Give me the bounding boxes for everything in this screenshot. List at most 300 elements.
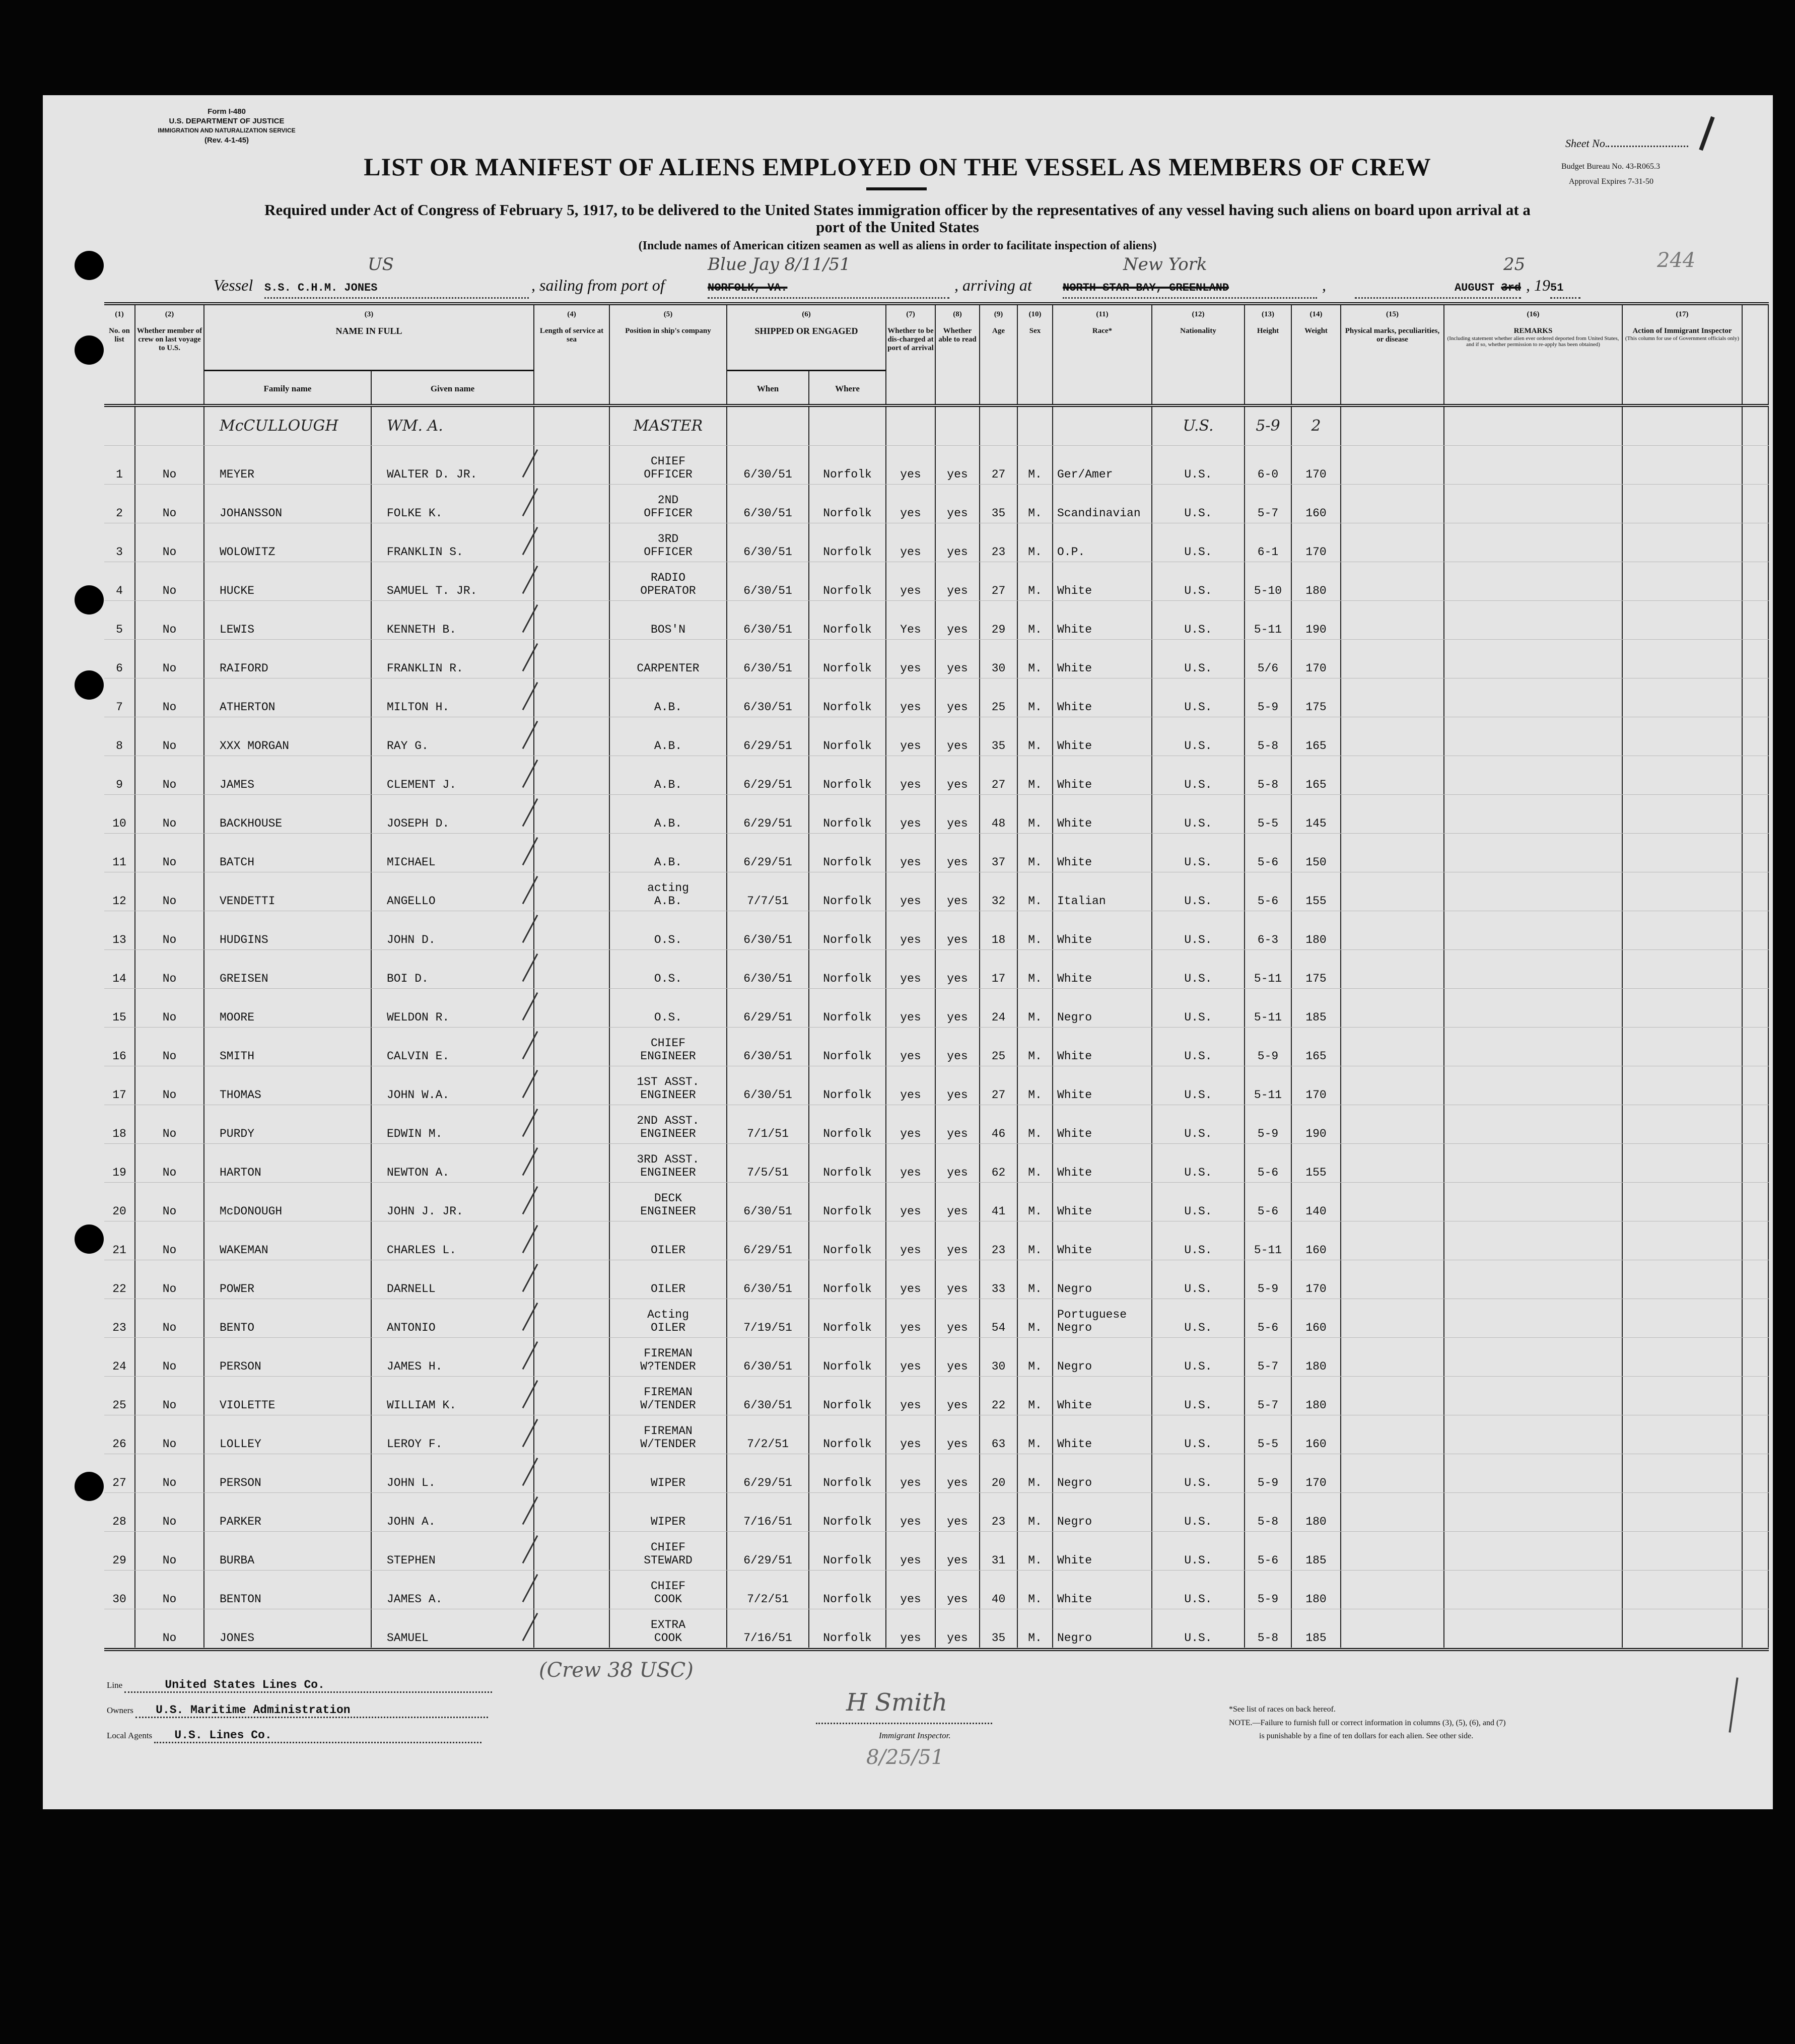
cell-given xyxy=(372,1105,534,1143)
column-label: No. on list xyxy=(109,327,130,344)
given-value: WILLIAM K. xyxy=(387,1399,457,1412)
position-line: Acting xyxy=(647,1308,689,1321)
where-value: Norfolk xyxy=(823,1631,872,1645)
cell-read xyxy=(936,717,980,756)
position-line: OPERATOR xyxy=(640,584,696,597)
cell-height xyxy=(1245,523,1292,562)
cell-remarks xyxy=(1444,795,1623,833)
cell-no xyxy=(104,562,135,600)
cell-race xyxy=(1053,1221,1152,1260)
cell-nationality xyxy=(1152,1299,1245,1337)
requirement-line: port of the United States xyxy=(816,218,979,236)
cell-sex xyxy=(1018,1454,1053,1492)
cell-remarks xyxy=(1444,407,1623,445)
nationality-value: U.S. xyxy=(1184,584,1212,597)
cell-where xyxy=(809,1028,886,1066)
cell-remarks xyxy=(1444,1532,1623,1570)
read-value: yes xyxy=(947,507,968,520)
when-value: 6/30/51 xyxy=(743,507,792,520)
weight-value: 170 xyxy=(1305,546,1327,559)
cell-action xyxy=(1623,989,1743,1027)
cell-race xyxy=(1053,407,1152,445)
cell-length xyxy=(534,950,610,988)
where-value: Norfolk xyxy=(823,1438,872,1451)
height-value: 5-6 xyxy=(1257,1166,1279,1179)
margin-column xyxy=(1743,305,1769,404)
cell-extra xyxy=(1743,950,1769,988)
crew-value: No xyxy=(162,778,177,791)
crew-value: No xyxy=(162,546,177,559)
weight-value: 160 xyxy=(1305,507,1327,520)
column-label: Sex xyxy=(1029,327,1041,335)
column-subheader: Family name xyxy=(204,370,372,404)
nationality-value: U.S. xyxy=(1184,1631,1212,1645)
cell-action xyxy=(1623,1493,1743,1531)
cell-extra xyxy=(1743,1183,1769,1221)
cell-nationality xyxy=(1152,678,1245,717)
race-line: White xyxy=(1057,1244,1092,1257)
cell-sex xyxy=(1018,1299,1053,1337)
when-value: 6/29/51 xyxy=(743,1554,792,1567)
no-value: 7 xyxy=(116,701,123,714)
cell-action xyxy=(1623,795,1743,833)
cell-race xyxy=(1053,446,1152,484)
cell-weight xyxy=(1292,1183,1341,1221)
age-value: 23 xyxy=(991,1515,1006,1528)
cell-action xyxy=(1623,1338,1743,1376)
read-value: yes xyxy=(947,778,968,791)
cell-discharged xyxy=(886,1183,936,1221)
crew-value: No xyxy=(162,1282,177,1296)
cell-discharged xyxy=(886,756,936,794)
nationality-value: U.S. xyxy=(1184,1050,1212,1063)
cell-where xyxy=(809,1454,886,1492)
cell-when xyxy=(727,1299,809,1337)
cell-sex xyxy=(1018,485,1053,523)
family-value: WAKEMAN xyxy=(220,1244,268,1257)
table-row xyxy=(104,1299,1769,1338)
cell-height xyxy=(1245,756,1292,794)
cell-extra xyxy=(1743,1338,1769,1376)
line-label: Line xyxy=(107,1680,123,1690)
family-value: POWER xyxy=(220,1282,255,1296)
cell-where xyxy=(809,1415,886,1454)
where-value: Norfolk xyxy=(823,662,872,675)
column-header xyxy=(980,305,1018,404)
given-value: CHARLES L. xyxy=(387,1244,457,1257)
cell-race xyxy=(1053,1571,1152,1609)
cell-family xyxy=(204,601,372,639)
sex-value: M. xyxy=(1028,1631,1042,1645)
cell-no xyxy=(104,523,135,562)
cell-action xyxy=(1623,717,1743,756)
table-row xyxy=(104,562,1769,601)
cell-weight xyxy=(1292,1609,1341,1648)
cell-position xyxy=(610,1454,727,1492)
cell-marks xyxy=(1341,717,1444,756)
table-row xyxy=(104,717,1769,756)
cell-remarks xyxy=(1444,562,1623,600)
read-value: yes xyxy=(947,1593,968,1606)
cell-height xyxy=(1245,1571,1292,1609)
no-value: 1 xyxy=(116,468,123,481)
cell-weight xyxy=(1292,407,1341,445)
sailing-label: , sailing from port of xyxy=(531,276,665,294)
discharged-value: yes xyxy=(900,778,921,791)
cell-action xyxy=(1623,1571,1743,1609)
given-value: JOSEPH D. xyxy=(387,817,450,830)
sheet-label: Sheet No. xyxy=(1565,137,1608,150)
position-line: A.B. xyxy=(654,778,682,791)
table-row xyxy=(104,1377,1769,1415)
cell-given xyxy=(372,717,534,756)
cell-marks xyxy=(1341,1299,1444,1337)
cell-when xyxy=(727,1338,809,1376)
cell-length xyxy=(534,872,610,911)
when-value: 7/1/51 xyxy=(747,1127,789,1140)
cell-race xyxy=(1053,678,1152,717)
crew-value: No xyxy=(162,817,177,830)
cell-remarks xyxy=(1444,678,1623,717)
column-number: (17) xyxy=(1676,310,1689,318)
crew-value: No xyxy=(162,1127,177,1140)
cell-height xyxy=(1245,1454,1292,1492)
no-value: 21 xyxy=(112,1244,126,1257)
cell-length xyxy=(534,1338,610,1376)
when-value: 7/19/51 xyxy=(743,1321,792,1334)
discharged-value: yes xyxy=(900,1515,921,1528)
no-value: 10 xyxy=(112,817,126,830)
cell-age xyxy=(980,872,1018,911)
cell-race xyxy=(1053,989,1152,1027)
crew-value: No xyxy=(162,623,177,636)
race-line: Negro xyxy=(1057,1631,1092,1645)
when-value: 6/29/51 xyxy=(743,739,792,753)
owners-field xyxy=(107,1704,488,1718)
nationality-value: U.S. xyxy=(1184,1593,1212,1606)
vessel-name: S.S. C.H.M. JONES xyxy=(264,279,529,299)
weight-value: 160 xyxy=(1305,1321,1327,1334)
discharged-value: yes xyxy=(900,1127,921,1140)
cell-given xyxy=(372,485,534,523)
cell-weight xyxy=(1292,485,1341,523)
page-title: LIST OR MANIFEST OF ALIENS EMPLOYED ON THE VESSEL AS MEMBERS OF CREW xyxy=(364,153,1431,181)
agents-label: Local Agents xyxy=(107,1731,153,1740)
cell-age xyxy=(980,640,1018,678)
cell-when xyxy=(727,446,809,484)
table-row xyxy=(104,1532,1769,1571)
when-value: 6/29/51 xyxy=(743,778,792,791)
cell-remarks xyxy=(1444,1415,1623,1454)
nationality-value: U.S. xyxy=(1184,1360,1212,1373)
sex-value: M. xyxy=(1028,933,1042,946)
cell-when xyxy=(727,1532,809,1570)
table-row xyxy=(104,1221,1769,1260)
when-value: 6/29/51 xyxy=(743,1244,792,1257)
read-value: yes xyxy=(947,1554,968,1567)
column-header xyxy=(135,305,204,404)
nationality-value: U.S. xyxy=(1184,468,1212,481)
where-value: Norfolk xyxy=(823,778,872,791)
cell-race xyxy=(1053,950,1152,988)
weight-value: 170 xyxy=(1305,1476,1327,1489)
when-value: 6/29/51 xyxy=(743,817,792,830)
punch-hole xyxy=(75,335,104,365)
nationality-value: U.S. xyxy=(1184,817,1212,830)
race-line: White xyxy=(1057,1088,1092,1102)
cell-action xyxy=(1623,950,1743,988)
when-value: 6/30/51 xyxy=(743,1282,792,1296)
cell-when xyxy=(727,1144,809,1182)
cell-family xyxy=(204,1183,372,1221)
nationality-value: U.S. xyxy=(1184,1476,1212,1489)
cell-crew xyxy=(135,407,204,445)
cell-height xyxy=(1245,989,1292,1027)
family-value: PERSON xyxy=(220,1476,261,1489)
cell-height xyxy=(1245,872,1292,911)
cell-read xyxy=(936,1183,980,1221)
read-value: yes xyxy=(947,1050,968,1063)
revision: (Rev. 4-1-45) xyxy=(204,136,249,145)
nationality-value: U.S. xyxy=(1183,417,1214,435)
weight-value: 185 xyxy=(1305,1554,1327,1567)
given-value: JAMES A. xyxy=(387,1593,443,1606)
cell-discharged xyxy=(886,911,936,949)
cell-sex xyxy=(1018,678,1053,717)
cell-family xyxy=(204,1532,372,1570)
cell-no xyxy=(104,1609,135,1648)
cell-position xyxy=(610,756,727,794)
position-line: COOK xyxy=(654,1593,682,1606)
cell-extra xyxy=(1743,523,1769,562)
cell-race xyxy=(1053,1454,1152,1492)
cell-sex xyxy=(1018,1532,1053,1570)
age-value: 27 xyxy=(991,468,1006,481)
cell-when xyxy=(727,1571,809,1609)
cell-extra xyxy=(1743,1028,1769,1066)
cell-extra xyxy=(1743,1260,1769,1299)
sex-value: M. xyxy=(1028,701,1042,714)
cell-race xyxy=(1053,1415,1152,1454)
cell-position xyxy=(610,407,727,445)
cell-family xyxy=(204,446,372,484)
height-value: 5-10 xyxy=(1254,584,1282,597)
cell-nationality xyxy=(1152,1377,1245,1415)
position-line: 3RD ASST. xyxy=(637,1153,700,1166)
discharged-value: yes xyxy=(900,1205,921,1218)
sex-value: M. xyxy=(1028,584,1042,597)
given-value: FRANKLIN S. xyxy=(387,546,463,559)
cell-given xyxy=(372,1299,534,1337)
cell-remarks xyxy=(1444,446,1623,484)
crew-note: (Crew 38 USC) xyxy=(539,1659,694,1682)
age-value: 24 xyxy=(991,1011,1006,1024)
nationality-value: U.S. xyxy=(1184,1011,1212,1024)
cell-nationality xyxy=(1152,1415,1245,1454)
where-value: Norfolk xyxy=(823,972,872,985)
crew-value: No xyxy=(162,1244,177,1257)
cell-nationality xyxy=(1152,989,1245,1027)
cell-sex xyxy=(1018,950,1053,988)
cell-no xyxy=(104,446,135,484)
cell-family xyxy=(204,1105,372,1143)
cell-no xyxy=(104,1415,135,1454)
cell-discharged xyxy=(886,1377,936,1415)
no-value: 4 xyxy=(116,584,123,597)
cell-where xyxy=(809,872,886,911)
read-value: yes xyxy=(947,1360,968,1373)
cell-when xyxy=(727,1454,809,1492)
cell-read xyxy=(936,1105,980,1143)
cell-action xyxy=(1623,640,1743,678)
sailing-handwritten: Blue Jay 8/11/51 xyxy=(708,254,851,275)
cell-weight xyxy=(1292,717,1341,756)
cell-sex xyxy=(1018,1183,1053,1221)
cell-action xyxy=(1623,601,1743,639)
table-row xyxy=(104,446,1769,485)
cell-length xyxy=(534,1260,610,1299)
no-value: 6 xyxy=(116,662,123,675)
age-value: 54 xyxy=(991,1321,1006,1334)
read-value: yes xyxy=(947,1011,968,1024)
cell-remarks xyxy=(1444,834,1623,872)
cell-no xyxy=(104,717,135,756)
family-value: BACKHOUSE xyxy=(220,817,283,830)
position-line: A.B. xyxy=(654,895,682,908)
nationality-value: U.S. xyxy=(1184,1282,1212,1296)
cell-family xyxy=(204,834,372,872)
cell-discharged xyxy=(886,1493,936,1531)
cell-no xyxy=(104,911,135,949)
cell-position xyxy=(610,678,727,717)
position-line: 2ND ASST. xyxy=(637,1114,700,1127)
position-line: STEWARD xyxy=(644,1554,693,1567)
cell-extra xyxy=(1743,1609,1769,1648)
cell-race xyxy=(1053,756,1152,794)
where-value: Norfolk xyxy=(823,1088,872,1102)
cell-marks xyxy=(1341,1144,1444,1182)
cell-remarks xyxy=(1444,1377,1623,1415)
cell-nationality xyxy=(1152,1028,1245,1066)
cell-nationality xyxy=(1152,1532,1245,1570)
family-value: ATHERTON xyxy=(220,701,275,714)
where-value: Norfolk xyxy=(823,468,872,481)
cell-when xyxy=(727,1066,809,1105)
discharged-value: Yes xyxy=(900,623,921,636)
weight-value: 190 xyxy=(1305,623,1327,636)
family-value: XXX MORGAN xyxy=(220,739,290,753)
column-header xyxy=(1341,305,1444,404)
cell-position xyxy=(610,562,727,600)
cell-discharged xyxy=(886,562,936,600)
cell-read xyxy=(936,989,980,1027)
age-value: 27 xyxy=(991,584,1006,597)
cell-given xyxy=(372,1571,534,1609)
cell-race xyxy=(1053,872,1152,911)
discharged-value: yes xyxy=(900,972,921,985)
cell-marks xyxy=(1341,640,1444,678)
no-value: 24 xyxy=(112,1360,126,1373)
cell-extra xyxy=(1743,1571,1769,1609)
cell-read xyxy=(936,756,980,794)
cell-action xyxy=(1623,756,1743,794)
position-line: CHIEF xyxy=(650,1037,685,1050)
cell-action xyxy=(1623,1105,1743,1143)
family-value: McCULLOUGH xyxy=(220,417,338,435)
cell-read xyxy=(936,562,980,600)
cell-age xyxy=(980,1221,1018,1260)
no-value: 5 xyxy=(116,623,123,636)
cell-nationality xyxy=(1152,562,1245,600)
age-value: 35 xyxy=(991,1631,1006,1645)
age-value: 27 xyxy=(991,778,1006,791)
table-row xyxy=(104,1028,1769,1066)
column-header xyxy=(886,305,936,404)
when-value: 6/30/51 xyxy=(743,933,792,946)
when-value: 6/30/51 xyxy=(743,701,792,714)
given-value: MICHAEL xyxy=(387,856,436,869)
cell-weight xyxy=(1292,446,1341,484)
age-value: 40 xyxy=(991,1593,1006,1606)
column-label: NAME IN FULL xyxy=(335,326,402,336)
cell-read xyxy=(936,795,980,833)
penalty-note: NOTE.—Failure to furnish full or correct information in columns (3), (5), (6), and (7) xyxy=(1229,1719,1506,1727)
cell-no xyxy=(104,795,135,833)
cell-where xyxy=(809,1144,886,1182)
no-value: 22 xyxy=(112,1282,126,1296)
cell-remarks xyxy=(1444,1066,1623,1105)
weight-value: 180 xyxy=(1305,1515,1327,1528)
cell-given xyxy=(372,446,534,484)
cell-age xyxy=(980,911,1018,949)
cell-nationality xyxy=(1152,1493,1245,1531)
read-value: yes xyxy=(947,1438,968,1451)
cell-action xyxy=(1623,1221,1743,1260)
cell-weight xyxy=(1292,523,1341,562)
cell-height xyxy=(1245,1338,1292,1376)
weight-value: 175 xyxy=(1305,701,1327,714)
when-value: 6/30/51 xyxy=(743,1050,792,1063)
no-value: 16 xyxy=(112,1050,126,1063)
cell-action xyxy=(1623,523,1743,562)
age-value: 17 xyxy=(991,972,1006,985)
where-value: Norfolk xyxy=(823,1593,872,1606)
nationality-value: U.S. xyxy=(1184,895,1212,908)
cell-where xyxy=(809,1377,886,1415)
discharged-value: yes xyxy=(900,662,921,675)
cell-length xyxy=(534,756,610,794)
read-value: yes xyxy=(947,1127,968,1140)
cell-extra xyxy=(1743,911,1769,949)
column-number: (5) xyxy=(663,310,673,318)
cell-weight xyxy=(1292,795,1341,833)
column-number: (8) xyxy=(953,310,962,318)
position-line: FIREMAN xyxy=(644,1424,693,1438)
cell-position xyxy=(610,640,727,678)
cell-when xyxy=(727,1493,809,1531)
owners-label: Owners xyxy=(107,1706,133,1715)
position-value: MASTER xyxy=(633,417,703,435)
age-value: 32 xyxy=(991,895,1006,908)
cell-where xyxy=(809,407,886,445)
cell-marks xyxy=(1341,1221,1444,1260)
discharged-value: yes xyxy=(900,1399,921,1412)
position-line: OILER xyxy=(650,1321,685,1334)
height-value: 5-11 xyxy=(1254,623,1282,636)
cell-nationality xyxy=(1152,950,1245,988)
cell-crew xyxy=(135,1105,204,1143)
arrival-month: AUGUST xyxy=(1454,282,1495,294)
